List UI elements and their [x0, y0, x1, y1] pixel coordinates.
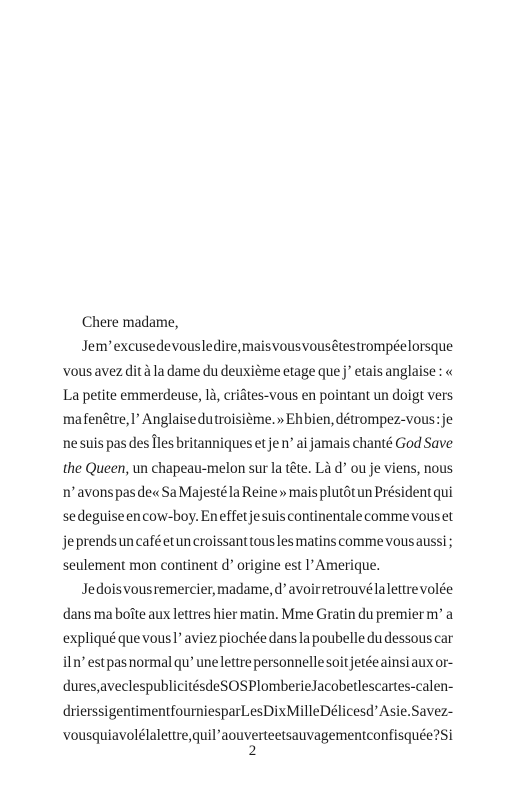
word: Mme — [281, 605, 314, 623]
word: Savez- — [411, 702, 453, 720]
word: un — [118, 532, 134, 550]
word: Là — [314, 459, 332, 477]
word: Îles — [151, 435, 174, 453]
word: je — [63, 532, 75, 550]
word: jamais — [310, 435, 351, 453]
word: remercier, — [153, 581, 216, 599]
word: etage — [283, 362, 316, 380]
word: excuse — [113, 338, 156, 356]
word: troisième. — [214, 411, 276, 429]
word: qui — [192, 727, 212, 745]
word: j’ — [342, 362, 353, 380]
word: criâtes-vous — [223, 386, 299, 404]
word: dire, — [213, 338, 242, 356]
word: avons — [77, 484, 114, 502]
word: ainsi — [380, 654, 410, 672]
word: du — [358, 605, 374, 623]
word: comme — [338, 532, 384, 550]
word: vous — [63, 727, 93, 745]
word: aussi — [416, 532, 447, 550]
word: ai — [296, 435, 308, 453]
word: Majesté — [178, 484, 228, 502]
word: suis — [79, 435, 104, 453]
word: SOS — [219, 678, 249, 696]
word: Mille — [286, 702, 320, 720]
word: viens, — [384, 459, 421, 477]
word: prends — [75, 532, 117, 550]
word: boîte — [115, 605, 146, 623]
word: hier — [213, 605, 238, 623]
word: sauvagement — [285, 727, 367, 745]
word: n’ — [281, 435, 295, 453]
word: et — [346, 678, 358, 696]
word: mais — [288, 484, 318, 502]
text-line — [63, 554, 453, 578]
text-line — [63, 335, 453, 359]
word: en — [126, 508, 141, 526]
word: qui — [433, 484, 453, 502]
word: l’ — [173, 629, 183, 647]
word: que — [318, 362, 341, 380]
word: la — [145, 727, 157, 745]
word: et — [274, 727, 286, 745]
word: publicités — [145, 678, 206, 696]
word: se — [63, 508, 76, 526]
word: volé — [118, 727, 146, 745]
word: la — [298, 629, 311, 647]
word: the — [63, 459, 82, 477]
word: poubelle — [312, 629, 365, 647]
word: café — [135, 532, 162, 550]
word: piochée — [218, 629, 267, 647]
word: Save — [423, 435, 453, 453]
word: avec — [100, 678, 129, 696]
word: d’ — [334, 459, 348, 477]
word: lettre — [220, 654, 252, 672]
word: » — [276, 411, 285, 429]
word: Sa — [161, 484, 177, 502]
word: nous — [423, 459, 453, 477]
text-line — [63, 505, 453, 529]
word: emmerdeuse, — [120, 386, 202, 404]
word: ? — [433, 727, 440, 745]
line-text: Chere madame, — [82, 314, 179, 331]
word: deguise — [77, 508, 125, 526]
word: aviez — [184, 629, 217, 647]
word: m’ — [426, 605, 444, 623]
word: Je — [82, 338, 95, 356]
word: qui — [92, 727, 112, 745]
word: normal — [128, 654, 173, 672]
word: ou — [350, 459, 367, 477]
word: deuxième — [220, 362, 281, 380]
word: car — [434, 629, 453, 647]
text-line — [63, 360, 453, 384]
word: Reine — [241, 484, 278, 502]
word: trompée — [356, 338, 407, 356]
word: un — [357, 484, 373, 502]
word: Eh — [285, 411, 303, 429]
word: avoir — [288, 581, 321, 599]
text-line — [63, 530, 453, 554]
word: Délices — [319, 702, 366, 720]
word: une — [196, 654, 219, 672]
word: là, — [205, 386, 221, 404]
word: Président — [374, 484, 432, 502]
word: lorsque — [407, 338, 453, 356]
word: est — [87, 654, 105, 672]
word: je — [369, 459, 381, 477]
word: vous — [271, 338, 301, 356]
letter-body — [63, 311, 453, 748]
word: pas — [106, 654, 128, 672]
word: doigt — [392, 386, 424, 404]
word: la — [228, 484, 240, 502]
word: fenêtre, — [83, 411, 130, 429]
word: dois — [96, 581, 122, 599]
word: que — [117, 629, 141, 647]
word: aux — [148, 605, 171, 623]
word: de — [205, 678, 220, 696]
word: Jacob — [311, 678, 347, 696]
word: vous — [171, 338, 201, 356]
word: dame — [166, 362, 201, 380]
word: d’Asie. — [366, 702, 411, 720]
word: mais — [242, 338, 272, 356]
word: : — [436, 411, 441, 429]
word: cow-boy. — [142, 508, 199, 526]
word: l’ — [212, 727, 222, 745]
text-line — [63, 384, 453, 408]
word: Dix — [263, 702, 287, 720]
word: êtes — [331, 338, 356, 356]
word: comme — [364, 508, 410, 526]
text-line — [63, 481, 453, 505]
word: sur — [248, 459, 268, 477]
word: avez — [94, 362, 123, 380]
word: tête. — [285, 459, 312, 477]
word: et — [254, 435, 266, 453]
word: dans — [268, 629, 297, 647]
word: Plomberie — [248, 678, 312, 696]
word: par — [220, 702, 241, 720]
word: du — [202, 362, 219, 380]
word: lettres — [173, 605, 211, 623]
word: a — [446, 605, 453, 623]
text-line — [63, 627, 453, 651]
word: etais — [354, 362, 383, 380]
word: continentale — [287, 508, 363, 526]
word: suis — [261, 508, 286, 526]
word: dessous — [384, 629, 433, 647]
text-line — [63, 578, 453, 602]
word: tous — [249, 532, 275, 550]
word: de« — [137, 484, 160, 502]
word: vous — [411, 508, 441, 526]
word: d’ — [274, 581, 288, 599]
word: matins — [295, 532, 337, 550]
word: n’ — [63, 484, 76, 502]
word: aux — [411, 654, 434, 672]
word: La — [63, 386, 80, 404]
word: à — [144, 362, 151, 380]
word: Gratin — [316, 605, 356, 623]
word: matin. — [239, 605, 279, 623]
word: driers — [63, 702, 99, 720]
word: chanté — [352, 435, 393, 453]
word: effet — [219, 508, 248, 526]
word: dit — [125, 362, 142, 380]
word: les — [276, 532, 294, 550]
word: soit — [326, 654, 349, 672]
word: lettre, — [156, 727, 193, 745]
text-line — [63, 675, 453, 699]
word: chapeau-melon — [151, 459, 246, 477]
word: personnelle — [253, 654, 325, 672]
word: je — [441, 411, 453, 429]
word: un — [175, 532, 192, 550]
text-line — [63, 700, 453, 724]
word: dans — [63, 605, 92, 623]
text-line — [63, 457, 453, 481]
word: ; — [448, 532, 453, 550]
word: lettre — [386, 581, 419, 599]
word: retrouvé — [321, 581, 373, 599]
word: God — [394, 435, 422, 453]
word: je — [268, 435, 280, 453]
word: ma — [63, 411, 82, 429]
word: et — [162, 532, 175, 550]
word: Anglaise — [141, 411, 197, 429]
word: jetée — [349, 654, 379, 672]
word: confisquée — [366, 727, 433, 745]
word: premier — [376, 605, 424, 623]
word: cartes-calen- — [374, 678, 454, 696]
word: de — [156, 338, 171, 356]
word: dures, — [63, 678, 101, 696]
word: Si — [440, 727, 453, 745]
word: ma — [93, 605, 113, 623]
word: vous — [385, 532, 415, 550]
word: a — [221, 727, 229, 745]
word: vous — [142, 629, 172, 647]
text-line — [63, 408, 453, 432]
word: je — [248, 508, 261, 526]
word: la — [374, 581, 386, 599]
page-number: 2 — [248, 743, 257, 759]
text-line — [63, 651, 453, 675]
word: bien, — [304, 411, 335, 429]
word: les — [357, 678, 375, 696]
word: du — [197, 411, 214, 429]
word: les — [128, 678, 146, 696]
word: la — [153, 362, 165, 380]
word: m’ — [95, 338, 113, 356]
word: qu’ — [174, 654, 195, 672]
text-line — [63, 311, 453, 335]
text-line — [63, 432, 453, 456]
word: pointant — [319, 386, 370, 404]
word: et — [441, 508, 453, 526]
word: ouverte — [228, 727, 275, 745]
word: vous — [63, 362, 93, 380]
word: anglaise — [385, 362, 436, 380]
word: vous — [301, 338, 331, 356]
word: « — [445, 362, 453, 380]
word: il — [63, 654, 72, 672]
text-line — [63, 603, 453, 627]
word: le — [201, 338, 213, 356]
word: En — [200, 508, 218, 526]
word: : — [438, 362, 443, 380]
word: britanniques — [176, 435, 253, 453]
word: croissant — [192, 532, 248, 550]
word: » — [279, 484, 287, 502]
word: petite — [82, 386, 117, 404]
word: or- — [435, 654, 453, 672]
word: un — [373, 386, 389, 404]
word: madame, — [217, 581, 274, 599]
word: pas — [115, 484, 136, 502]
word: pas — [106, 435, 127, 453]
word: volée — [419, 581, 453, 599]
word: n’ — [73, 654, 87, 672]
word: Les — [240, 702, 263, 720]
word: en — [301, 386, 317, 404]
word: Je — [82, 581, 95, 599]
word: expliqué — [63, 629, 116, 647]
word: vers — [427, 386, 453, 404]
word: fournies — [170, 702, 221, 720]
word: plutôt — [319, 484, 356, 502]
word: la — [271, 459, 283, 477]
word: Queen, — [85, 459, 130, 477]
word: un — [132, 459, 148, 477]
word: vous — [123, 581, 153, 599]
word: détrompez-vous — [335, 411, 435, 429]
word: ne — [63, 435, 78, 453]
word: l’ — [130, 411, 141, 429]
line-text: seulement mon continent d’ origine est l’Amerique. — [63, 556, 381, 574]
word: si — [98, 702, 109, 720]
word: des — [128, 435, 150, 453]
word: a — [111, 727, 119, 745]
word: du — [366, 629, 383, 647]
word: gentiment — [108, 702, 171, 720]
